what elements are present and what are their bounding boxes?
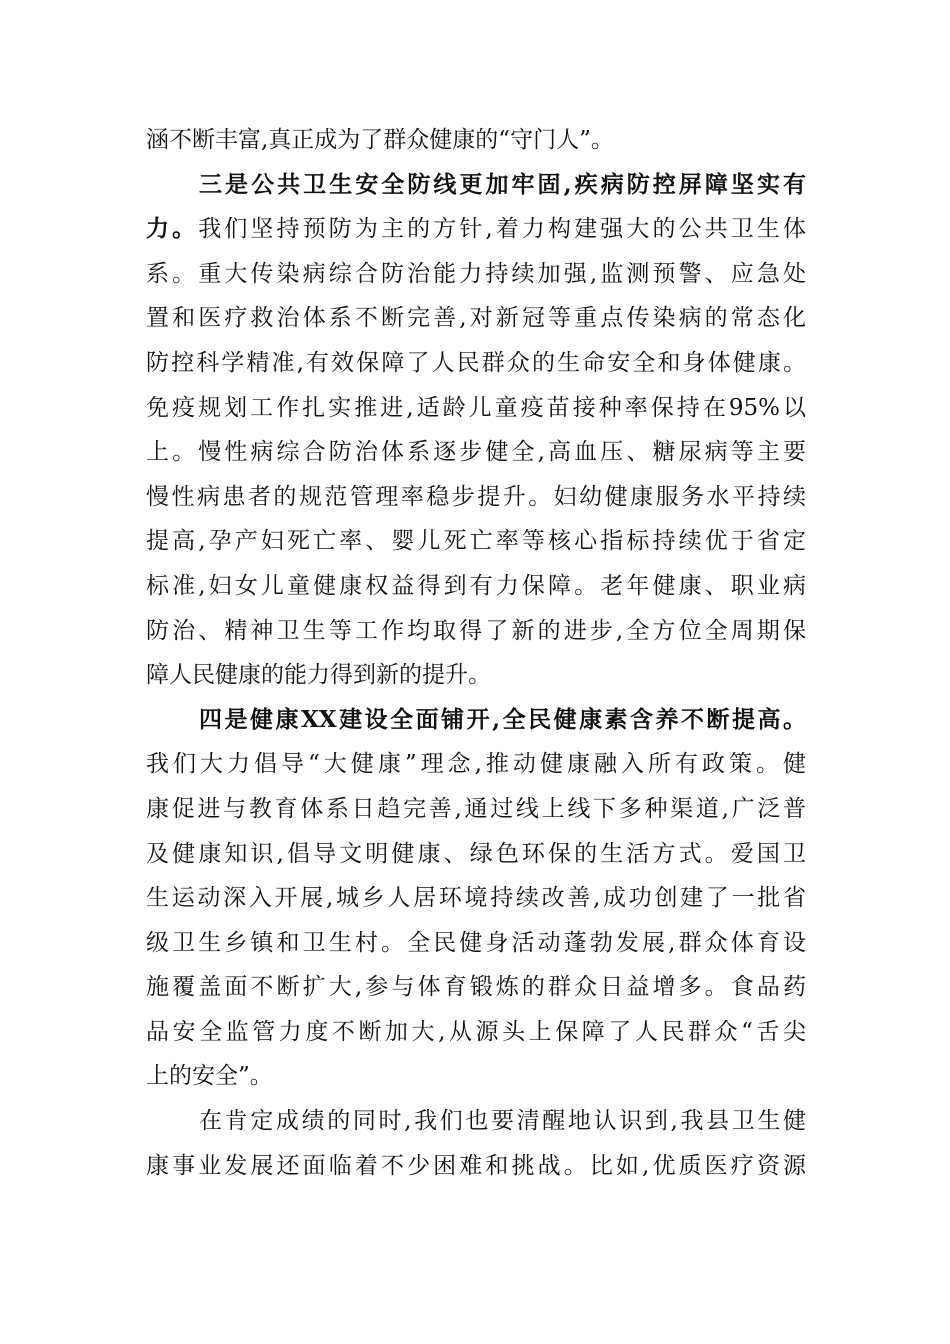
text-line xyxy=(146,921,806,966)
bold-heading-text: 四是健康XX建设全面铺开,全民健康素含养不断提高。 xyxy=(199,705,806,733)
text-line xyxy=(146,296,806,341)
text-line xyxy=(146,653,806,698)
body-text: 康促进与教育体系日趋完善,通过线上线下多种渠道,广泛普 xyxy=(146,795,806,822)
text-line xyxy=(146,698,806,743)
text-line xyxy=(146,1144,806,1189)
text-line xyxy=(146,1010,806,1055)
body-text: 及健康知识,倡导文明健康、绿色环保的生活方式。爱国卫 xyxy=(146,840,806,867)
body-text: 生运动深入开展,城乡人居环境持续改善,成功创建了一批省 xyxy=(146,885,806,912)
body-text: 标准,妇女儿童健康权益得到有力保障。老年健康、职业病 xyxy=(146,572,806,599)
bold-heading-text: 力。 xyxy=(146,215,199,243)
text-line xyxy=(146,207,806,252)
text-line xyxy=(146,386,806,431)
text-line xyxy=(146,519,806,564)
body-text: 涵不断丰富,真正成为了群众健康的“守门人”。 xyxy=(146,127,614,153)
body-text: 康事业发展还面临着不少困难和挑战。比如,优质医疗资源 xyxy=(146,1152,806,1179)
body-text: 品安全监管力度不断加大,从源头上保障了人民群众“舌尖 xyxy=(146,1018,806,1045)
body-text: 上。慢性病综合防治体系逐步健全,高血压、糖尿病等主要 xyxy=(146,439,806,466)
body-text: 置和医疗救治体系不断完善,对新冠等重点传染病的常态化 xyxy=(146,305,806,332)
text-line xyxy=(146,609,806,654)
text-line xyxy=(146,118,806,163)
body-text: 慢性病患者的规范管理率稳步提升。妇幼健康服务水平持续 xyxy=(146,483,806,510)
text-line xyxy=(146,564,806,609)
body-text: 我们坚持预防为主的方针,着力构建强大的公共卫生体 xyxy=(198,216,807,243)
text-line xyxy=(146,1099,806,1144)
document-body xyxy=(146,118,806,1188)
text-line xyxy=(146,341,806,386)
text-line xyxy=(146,965,806,1010)
body-text: 施覆盖面不断扩大,参与体育锻炼的群众日益增多。食品药 xyxy=(146,974,806,1001)
text-line xyxy=(146,787,806,832)
text-line xyxy=(146,430,806,475)
text-line xyxy=(146,252,806,297)
bold-heading-text: 三是公共卫生安全防线更加牢固,疾病防控屏障坚实有 xyxy=(199,170,806,198)
text-line xyxy=(146,742,806,787)
body-text: 级卫生乡镇和卫生村。全民健身活动蓬勃发展,群众体育设 xyxy=(146,929,806,956)
text-line xyxy=(146,832,806,877)
text-line xyxy=(146,1054,806,1099)
body-text: 提高,孕产妇死亡率、婴儿死亡率等核心指标持续优于省定 xyxy=(146,528,806,555)
body-text: 防治、精神卫生等工作均取得了新的进步,全方位全周期保 xyxy=(146,617,806,644)
text-line xyxy=(146,163,806,208)
body-text: 上的安全”。 xyxy=(146,1063,273,1090)
body-text: 免疫规划工作扎实推进,适龄儿童疫苗接种率保持在95%以 xyxy=(146,394,806,421)
text-line xyxy=(146,876,806,921)
text-line xyxy=(146,475,806,520)
body-text: 防控科学精准,有效保障了人民群众的生命安全和身体健康。 xyxy=(146,349,806,376)
body-text: 障人民健康的能力得到新的提升。 xyxy=(146,662,491,689)
body-text: 系。重大传染病综合防治能力持续加强,监测预警、应急处 xyxy=(146,260,806,287)
body-text: 在肯定成绩的同时,我们也要清醒地认识到,我县卫生健 xyxy=(199,1108,806,1135)
body-text: 我们大力倡导“大健康”理念,推动健康融入所有政策。健 xyxy=(146,751,806,778)
